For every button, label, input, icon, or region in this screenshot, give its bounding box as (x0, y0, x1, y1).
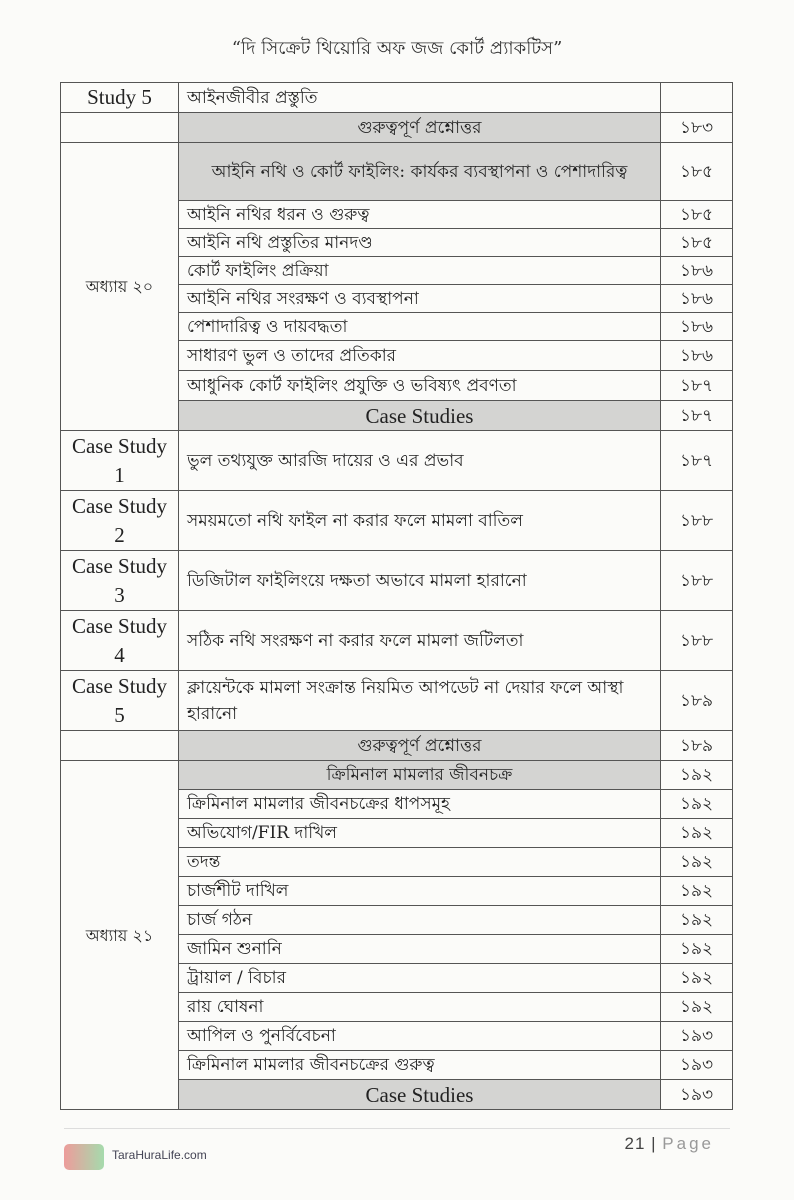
toc-page-number: ১৮৫ (661, 201, 733, 229)
toc-page-number: ১৮৯ (661, 731, 733, 761)
toc-entry-title: আইনি নথির ধরন ও গুরুত্ব (179, 201, 661, 229)
toc-page-number: ১৮৫ (661, 229, 733, 257)
toc-section-label: Case Study 5 (61, 671, 179, 731)
toc-page-number: ১৯৩ (661, 1051, 733, 1080)
toc-row (61, 551, 733, 611)
toc-page-number: ১৮৫ (661, 143, 733, 201)
toc-section-label: অধ্যায় ২০ (61, 143, 179, 431)
toc-entry-title: অভিযোগ/FIR দাখিল (179, 819, 661, 848)
toc-page-number: ১৯২ (661, 819, 733, 848)
toc-page-number: ১৯২ (661, 877, 733, 906)
toc-entry-title: ক্রিমিনাল মামলার জীবনচক্রের গুরুত্ব (179, 1051, 661, 1080)
toc-section-label (61, 113, 179, 143)
toc-entry-title: রায় ঘোষনা (179, 993, 661, 1022)
toc-entry-title: সঠিক নথি সংরক্ষণ না করার ফলে মামলা জটিলতা (179, 611, 661, 671)
footer-divider (64, 1128, 730, 1129)
toc-section-label: অধ্যায় ২১ (61, 761, 179, 1110)
toc-page-number: ১৮৬ (661, 285, 733, 313)
toc-section-label: Case Study 4 (61, 611, 179, 671)
toc-entry-title: আইনি নথি প্রস্তুতির মানদণ্ড (179, 229, 661, 257)
toc-heading: Case Studies (179, 401, 661, 431)
toc-entry-title: ট্রায়াল / বিচার (179, 964, 661, 993)
page-header-title: “দি সিক্রেট থিয়োরি অফ জজ কোর্ট প্র্যাকটিস” (231, 38, 563, 59)
toc-section-label: Study 5 (61, 83, 179, 113)
toc-page-number: ১৮৭ (661, 431, 733, 491)
toc-entry-title: পেশাদারিত্ব ও দায়বদ্ধতা (179, 313, 661, 341)
toc-entry-title: ক্রিমিনাল মামলার জীবনচক্রের ধাপসমূহ (179, 790, 661, 819)
toc-heading: ক্রিমিনাল মামলার জীবনচক্র (179, 761, 661, 790)
toc-entry-title: আইনি নথির সংরক্ষণ ও ব্যবস্থাপনা (179, 285, 661, 313)
footer-separator: | (651, 1134, 657, 1153)
toc-entry-title: কোর্ট ফাইলিং প্রক্রিয়া (179, 257, 661, 285)
toc-page-number: ১৮৮ (661, 611, 733, 671)
toc-page-number: ১৯২ (661, 761, 733, 790)
toc-entry-title: ডিজিটাল ফাইলিংয়ে দক্ষতা অভাবে মামলা হারানো (179, 551, 661, 611)
table-of-contents (60, 82, 733, 1110)
toc-page-number: ১৯৩ (661, 1022, 733, 1051)
toc-page-number: ১৮৩ (661, 113, 733, 143)
toc-entry-title: আপিল ও পুনর্বিবেচনা (179, 1022, 661, 1051)
toc-page-number: ১৯৩ (661, 1080, 733, 1110)
toc-page-number: ১৮৭ (661, 371, 733, 401)
toc-row (61, 113, 733, 143)
toc-page-number: ১৮৬ (661, 313, 733, 341)
toc-row (61, 671, 733, 731)
toc-page-number: ১৮৮ (661, 491, 733, 551)
toc-page-number: ১৯২ (661, 964, 733, 993)
toc-page-number (661, 83, 733, 113)
toc-entry-title: জামিন শুনানি (179, 935, 661, 964)
toc-page-number: ১৯২ (661, 848, 733, 877)
page-footer (624, 1134, 714, 1154)
toc-row (61, 83, 733, 113)
toc-page-number: ১৮৬ (661, 257, 733, 285)
toc-page-number: ১৯২ (661, 790, 733, 819)
toc-entry-title: সাধারণ ভুল ও তাদের প্রতিকার (179, 341, 661, 371)
page-label: Page (662, 1134, 714, 1153)
toc-section-label: Case Study 1 (61, 431, 179, 491)
toc-row (61, 143, 733, 201)
toc-page-number: ১৮৬ (661, 341, 733, 371)
toc-page-number: ১৮৮ (661, 551, 733, 611)
toc-page-number: ১৮৯ (661, 671, 733, 731)
toc-entry-title: আধুনিক কোর্ট ফাইলিং প্রযুক্তি ও ভবিষ্যৎ প্রবণতা (179, 371, 661, 401)
toc-page-number: ১৯২ (661, 906, 733, 935)
toc-entry-title: ক্লায়েন্টকে মামলা সংক্রান্ত নিয়মিত আপডেট না দেয়ার ফলে আস্থা হারানো (179, 671, 661, 731)
toc-row (61, 491, 733, 551)
toc-heading: আইনি নথি ও কোর্ট ফাইলিং: কার্যকর ব্যবস্থাপনা ও পেশাদারিত্ব (179, 143, 661, 201)
toc-row (61, 761, 733, 790)
toc-entry-title: চার্জ গঠন (179, 906, 661, 935)
toc-row (61, 431, 733, 491)
watermark-mark-icon (64, 1144, 104, 1170)
toc-entry-title: চার্জশীট দাখিল (179, 877, 661, 906)
toc-entry-title: ভুল তথ্যযুক্ত আরজি দায়ের ও এর প্রভাব (179, 431, 661, 491)
toc-section-label: Case Study 3 (61, 551, 179, 611)
toc-row (61, 611, 733, 671)
watermark-logo (64, 1140, 284, 1180)
toc-section-label (61, 731, 179, 761)
toc-entry-title: সময়মতো নথি ফাইল না করার ফলে মামলা বাতিল (179, 491, 661, 551)
toc-row (61, 731, 733, 761)
toc-heading: Case Studies (179, 1080, 661, 1110)
toc-page-number: ১৯২ (661, 935, 733, 964)
toc-entry-title: আইনজীবীর প্রস্তুতি (179, 83, 661, 113)
toc-heading: গুরুত্বপূর্ণ প্রশ্নোত্তর (179, 113, 661, 143)
watermark-text: TaraHuraLife.com (112, 1148, 207, 1162)
toc-page-number: ১৮৭ (661, 401, 733, 431)
toc-heading: গুরুত্বপূর্ণ প্রশ্নোত্তর (179, 731, 661, 761)
page-number: 21 (624, 1134, 646, 1153)
toc-entry-title: তদন্ত (179, 848, 661, 877)
toc-section-label: Case Study 2 (61, 491, 179, 551)
toc-page-number: ১৯২ (661, 993, 733, 1022)
